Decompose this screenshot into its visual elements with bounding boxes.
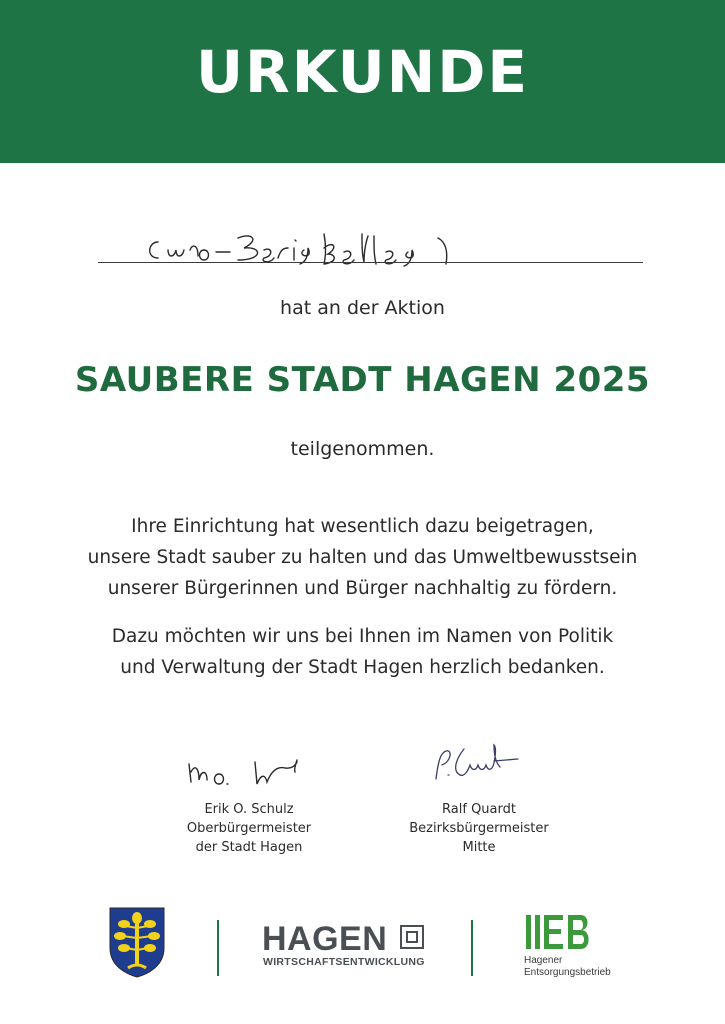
signer-detail: der Stadt Hagen (195, 840, 303, 855)
header-banner (0, 0, 725, 163)
body-line: und Verwaltung der Stadt Hagen herzlich bedanken. (120, 657, 605, 678)
hagen-logo (262, 920, 432, 970)
campaign-title: SAUBERE STADT HAGEN 2025 (74, 360, 651, 400)
signer-title: Bezirksbürgermeister (409, 821, 549, 836)
document-title: URKUNDE (195, 38, 530, 106)
hagen-crest-icon (108, 906, 166, 978)
heb-logo (524, 913, 634, 983)
participated-text: teilgenommen. (290, 438, 435, 460)
footer-divider (217, 920, 219, 976)
body-paragraph-1 (40, 511, 685, 604)
heb-mark-icon (524, 913, 594, 951)
signer-name: Erik O. Schulz (204, 802, 294, 817)
recipient-line (98, 262, 643, 263)
body-paragraph-2 (40, 621, 685, 683)
footer-divider (471, 920, 473, 976)
heb-line-1: Hagener (524, 955, 563, 966)
signer-title: Oberbürgermeister (186, 821, 312, 836)
signature-schulz (185, 750, 315, 790)
signer-quardt (369, 800, 589, 857)
heb-line-2: Entsorgungsbetrieb (524, 967, 611, 978)
heb-caption (524, 955, 611, 979)
recipient-signature (138, 224, 568, 274)
body-line: unserer Bürgerinnen und Bürger nachhaltig zu fördern. (107, 578, 618, 599)
body-line: Ihre Einrichtung hat wesentlich dazu beigetragen, (131, 516, 594, 537)
hagen-square-icon (400, 925, 424, 949)
signer-detail: Mitte (462, 840, 496, 855)
signer-name: Ralf Quardt (442, 802, 516, 817)
recipient-field (98, 222, 643, 272)
hagen-logo-subtitle: WIRTSCHAFTSENTWICKLUNG (263, 956, 425, 968)
body-line: Dazu möchten wir uns bei Ihnen im Namen von Politik (111, 626, 614, 647)
signer-schulz (139, 800, 359, 857)
signature-quardt (430, 743, 530, 783)
hagen-logo-word: HAGEN (262, 920, 388, 958)
intro-text: hat an der Aktion (280, 297, 445, 319)
body-line: unsere Stadt sauber zu halten und das Umweltbewusstsein (87, 547, 638, 568)
